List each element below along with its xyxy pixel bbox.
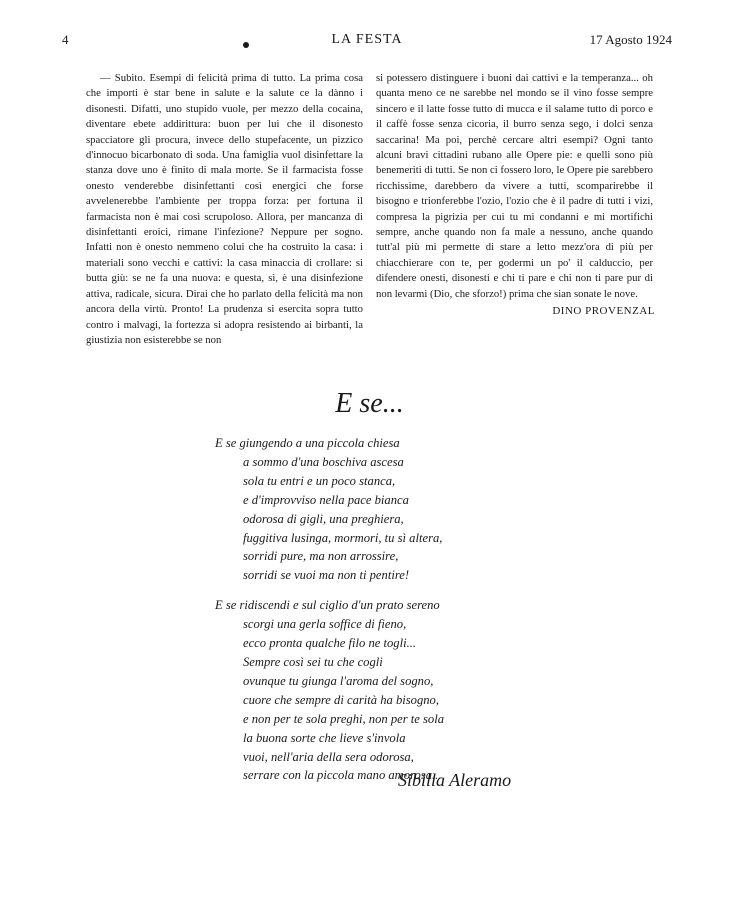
poem-verse: a sommo d'una boschiva ascesa xyxy=(243,454,404,469)
article-column-left xyxy=(86,71,363,348)
poem-verse: cuore che sempre di carità ha bisogno, xyxy=(243,692,439,707)
poem-stanza-2 xyxy=(215,596,444,785)
page-number: 4 xyxy=(62,32,69,47)
journal-title: LA FESTA xyxy=(331,32,403,47)
poem-verse: E se ridiscendi e sul ciglio d'un prato sereno xyxy=(215,598,440,613)
poem-verse: Sempre così sei tu che cogli xyxy=(243,654,383,669)
issue-date: 17 Agosto 1924 xyxy=(589,32,672,47)
poem-verse: odorosa di gigli, una preghiera, xyxy=(243,511,404,526)
poem-verse: e non per te sola preghi, non per te sola xyxy=(243,711,445,726)
poem-verse: ovunque tu giunga l'aroma del sogno, xyxy=(243,673,434,688)
poem-verse: vuoi, nell'aria della sera odorosa, xyxy=(243,749,414,764)
poem-author: Sibilla Aleramo xyxy=(398,770,512,790)
page-header xyxy=(62,32,672,52)
poem-verse: scorgi una gerla soffice di fieno, xyxy=(243,617,407,632)
poem-verse: sorridi pure, ma non arrossire, xyxy=(243,549,399,564)
poem-verse: e d'improvviso nella pace bianca xyxy=(243,492,409,507)
article-text-left: — Subito. Esempi di felicità prima di tutto. La prima cosa che importi è star bene in salute e la salute ce la dànno i disonesti. Difatti, uno stupido vuole, per mezzo della cocaina, diventare ebete addirittura: buon per lui che il disonesto spacciatore gli procura, invece dello stupefacente, un pizzico d'innocuo bicarbonato di soda. Una famiglia vuol disinfettare la stanza dove uno è finito di mala morte. Se il farmacista fosse onesto venderebbe disinfettanti così energici che forse avvelenerebbe l'ambiente per troppa forza: per fortuna il farmacista non è mai così scrupoloso. Allora, per mancanza di disinfettanti eroici, rimane l'infezione? Neppure per sogno. Infatti non è onesto nemmeno colui che ha costruito la casa: i materiali sono vecchi e cattivi: la casa minaccia di crollare: si butta giù: se ne fa una nuova: e questa, sì, è una disinfezione attiva, radicale, sicura. Dirai che ho parlato della felicità ma non ancora della virtù. Pronto! La prudenza si esercita sopra tutto contro i malvagi, la fortezza si adopra resistendo ai birbanti, la giustizia non esisterebbe se non xyxy=(86,72,363,346)
article-column-right xyxy=(376,71,653,302)
poem-stanza-1 xyxy=(215,434,444,585)
poem-verse: sola tu entri e un poco stanca, xyxy=(243,473,396,488)
poem-body xyxy=(215,434,444,785)
poem-verse: serrare con la piccola mano amorosa... xyxy=(243,768,442,783)
poem-verse: E se giungendo a una piccola chiesa xyxy=(215,436,400,450)
poem-title: E se... xyxy=(335,388,404,419)
poem-verse: la buona sorte che lieve s'invola xyxy=(243,730,406,745)
poem-verse: ecco pronta qualche filo ne togli... xyxy=(243,636,417,651)
poem-verse: fuggitiva lusinga, mormori, tu sì altera, xyxy=(243,530,443,545)
article-author: DINO PROVENZAL xyxy=(552,305,655,317)
poem-verse: sorridi se vuoi ma non ti pentire! xyxy=(243,568,410,583)
article-text-right: si potessero distinguere i buoni dai cattivi e la temperanza... oh quanta meno ce ne sarebbe nel mondo se il vino fosse sempre sincero e il latte fosse tutto di mucca e il salame tutto di porco e il caffè fosse senza cicoria, il burro senza sego, i dolci senza saccarina! Ma poi, perchè cercare altri esempi? Ogni tanto alcuni bravi cittadini rubano alle Opere pie: e quelli sono più benemeriti di tutti. Se non ci fossero loro, le Opere pie sarebbero ricchissime, darebbero da vivere a tutti, scomparirebbe il bisogno e trionferebbe l'ozio, l'ozio che è il padre di tutti i vizi, compresa la pigrizia per cui tu mi condanni e mi mortifichi sempre, anche quando non fa male a nessuno, anche quando tutt'al più mi permette di stare a letto mezz'ora di più per chiacchierare con te, per godermi un po' il calduccio, per difendere onesti, disonesti e chi ti pare e chi non ti pare pur di non levarmi (Dio, che sforzo!) prima che sian sonate le nove. xyxy=(376,72,653,300)
